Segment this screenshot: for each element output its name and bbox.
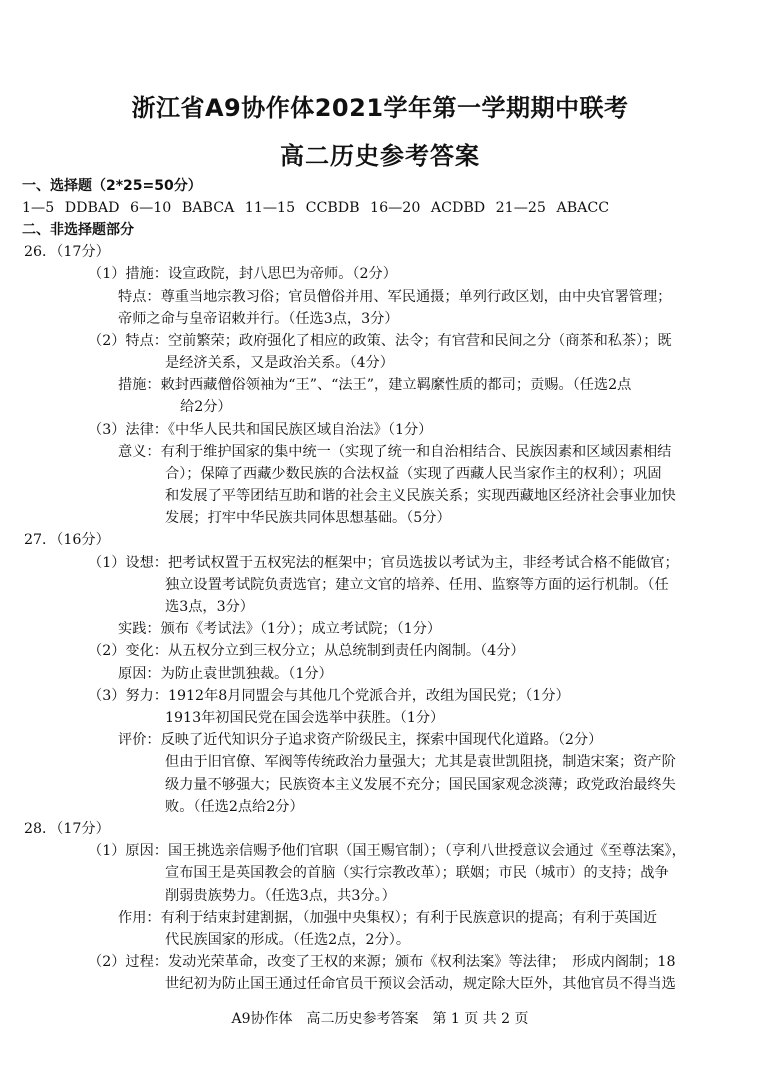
answer-line: 是经济关系，又是政治关系。（4分） xyxy=(165,355,394,371)
answer-line: 发展；打牢中华民族共同体思想基础。（5分） xyxy=(165,510,451,526)
answer-line: （1）措施：设宣政院，封八思巴为帝师。（2分） xyxy=(88,266,397,282)
answer-line: （2）特点：空前繁荣；政府强化了相应的政策、法令；有官营和民间之分（商茶和私茶）；既 xyxy=(88,333,672,349)
question-26-header: 26．（17分） xyxy=(24,244,110,260)
answer-line: 和发展了平等团结互助和谐的社会主义民族关系；实现西藏地区经济社会事业加快 xyxy=(165,488,676,504)
answer-line: （1）设想：把考试权置于五权宪法的框架中；官员选拔以考试为主，非经考试合格不能做官； xyxy=(88,555,679,571)
answer-line: 代民族国家的形成。（任选2点，2分）。 xyxy=(165,932,411,948)
answer-line: （1）原因：国王挑选亲信赐予他们官职（国王赐官制）；（亨利八世授意议会通过《至尊法案》， xyxy=(88,843,686,859)
answer-line: 意义：有利于维护国家的集中统一（实现了统一和自治相结合、民族因素和区域因素相结 xyxy=(118,444,672,460)
answer-line: 选3点，3分） xyxy=(165,599,254,615)
answer-line: 败。（任选2点给2分） xyxy=(165,799,304,815)
answer-line: （2）变化：从五权分立到三权分立；从总统制到责任内阁制。（4分） xyxy=(88,643,525,659)
answer-line: 合）；保障了西藏少数民族的合法权益（实现了西藏人民当家作主的权利）；巩固 xyxy=(165,466,662,482)
answer-line: 独立设置考试院负责选官；建立文官的培养、任用、监察等方面的运行机制。（任 xyxy=(165,577,669,593)
answer-line: 作用：有利于结束封建割据，（加强中央集权）；有利于民族意识的提高；有利于英国近 xyxy=(118,910,658,926)
question-28-header: 28．（17分） xyxy=(24,821,110,837)
answer-line: 措施：敕封西藏僧俗领袖为“王”、“法王”，建立羁縻性质的都司；贡赐。（任选2点 xyxy=(118,377,632,393)
answer-line: 特点：尊重当地宗教习俗；官员僧俗并用、军民通摄；单列行政区划，由中央官署管理； xyxy=(118,289,672,305)
answer-line: （3）努力：1912年8月同盟会与其他几个党派合并，改组为国民党；（1分） xyxy=(88,688,570,704)
answer-line: 实践：颁布《考试法》（1分）；成立考试院；（1分） xyxy=(118,621,442,637)
answer-line: 评价：反映了近代知识分子追求资产阶级民主，探索中国现代化道路。（2分） xyxy=(118,732,603,748)
answer-line: 但由于旧官僚、军阀等传统政治力量强大；尤其是袁世凯阻挠，制造宋案；资产阶 xyxy=(165,754,676,770)
question-27-header: 27．（16分） xyxy=(24,532,110,548)
document-title: 浙江省A9协作体2021学年第一学期期中联考 xyxy=(131,94,629,122)
answer-line: （2）过程：发动光荣革命，改变了王权的来源；颁布《权利法案》等法律； 形成内阁制；18 xyxy=(88,954,676,970)
answer-line: 1913年初国民党在国会选举中获胜。（1分） xyxy=(165,710,445,726)
answer-line: 宣布国王是英国教会的首脑（实行宗教改革）；联姻；市民（城市）的支持；战争 xyxy=(165,865,669,881)
answer-line: 给2分） xyxy=(180,399,232,415)
answer-line: 帝师之命与皇帝诏敕并行。（任选3点，3分） xyxy=(118,311,399,327)
document-subtitle: 高二历史参考答案 xyxy=(280,142,480,170)
choice-answers: 1—5 DDBAD 6—10 BABCA 11—15 CCBDB 16—20 ACDBD 21—25 ABACC xyxy=(22,200,610,216)
answer-line: 级力量不够强大；民族资本主义发展不充分；国民国家观念淡薄；政党政治最终失 xyxy=(165,777,676,793)
page-footer: A9协作体 高二历史参考答案 第 1 页 共 2 页 xyxy=(231,1011,529,1027)
answer-line: 削弱贵族势力。（任选3点，共3分。） xyxy=(165,888,396,904)
section-heading-nonchoice: 二、非选择题部分 xyxy=(22,222,134,238)
section-heading-choice: 一、选择题（2*25=50分） xyxy=(22,178,202,194)
answer-line: 原因：为防止袁世凯独裁。（1分） xyxy=(118,666,333,682)
answer-line: （3）法律：《中华人民共和国民族区域自治法》（1分） xyxy=(88,422,433,438)
answer-line: 世纪初为防止国王通过任命官员干预议会活动，规定除大臣外，其他官员不得当选 xyxy=(165,976,676,992)
